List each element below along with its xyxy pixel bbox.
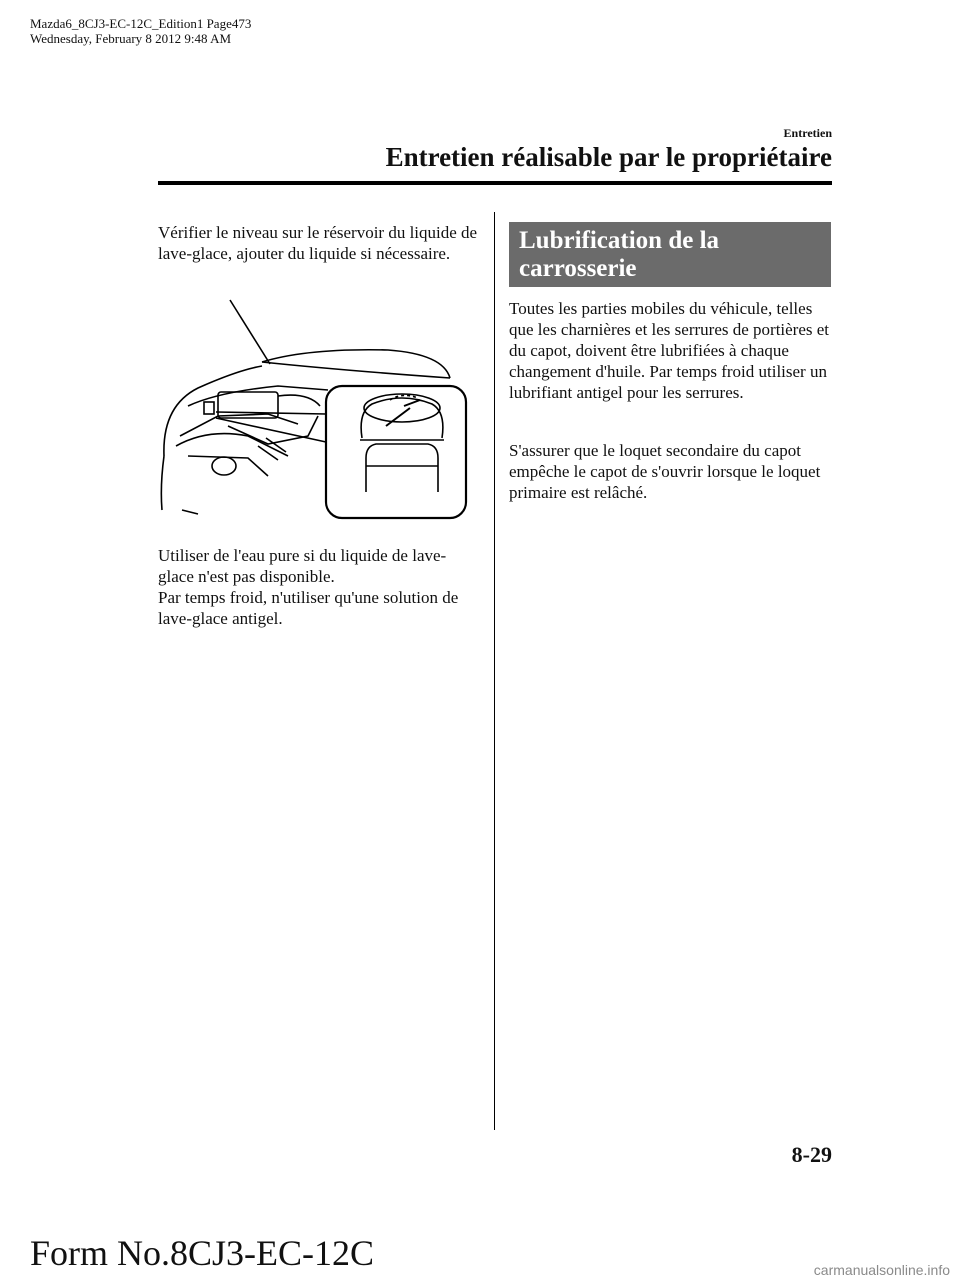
right-paragraph-2: S'assurer que le loquet secondaire du capot empêche le capot de s'ouvrir lorsque le loquet primaire est relâché. [509, 441, 821, 502]
left-paragraph-1: Vérifier le niveau sur le réservoir du liquide de lave-glace, ajouter du liquide si nécessaire. [158, 223, 478, 263]
form-number: Form No.8CJ3-EC-12C [30, 1233, 375, 1273]
page-title: Entretien réalisable par le propriétaire [385, 142, 832, 172]
washer-reservoir-cap-icon [158, 296, 468, 522]
section-heading: Lubrification de la carrosserie [509, 222, 831, 287]
section-label: Entretien [783, 126, 832, 140]
left-paragraph-2-line2: Par temps froid, n'utiliser qu'une solution de lave-glace antigel. [158, 588, 459, 628]
print-info [30, 16, 251, 46]
watermark: carmanualsonline.info [813, 1262, 950, 1278]
print-info-line1: Mazda6_8CJ3-EC-12C_Edition1 Page473 [30, 16, 252, 31]
column-divider [494, 212, 495, 1130]
right-paragraph-1: Toutes les parties mobiles du véhicule, telles que les charnières et les serrures de portières et du capot, doivent être lubrifiées à chaque changement d'huile. Par temps froid utiliser un lubrifiant antigel pour les serrures. [509, 299, 830, 402]
page-number: 8-29 [791, 1142, 832, 1167]
print-info-line2: Wednesday, February 8 2012 9:48 AM [30, 31, 232, 46]
left-paragraph-2-line1: Utiliser de l'eau pure si du liquide de lave-glace n'est pas disponible. [158, 546, 447, 586]
header-rule [158, 181, 832, 185]
left-paragraph-2 [158, 545, 478, 629]
